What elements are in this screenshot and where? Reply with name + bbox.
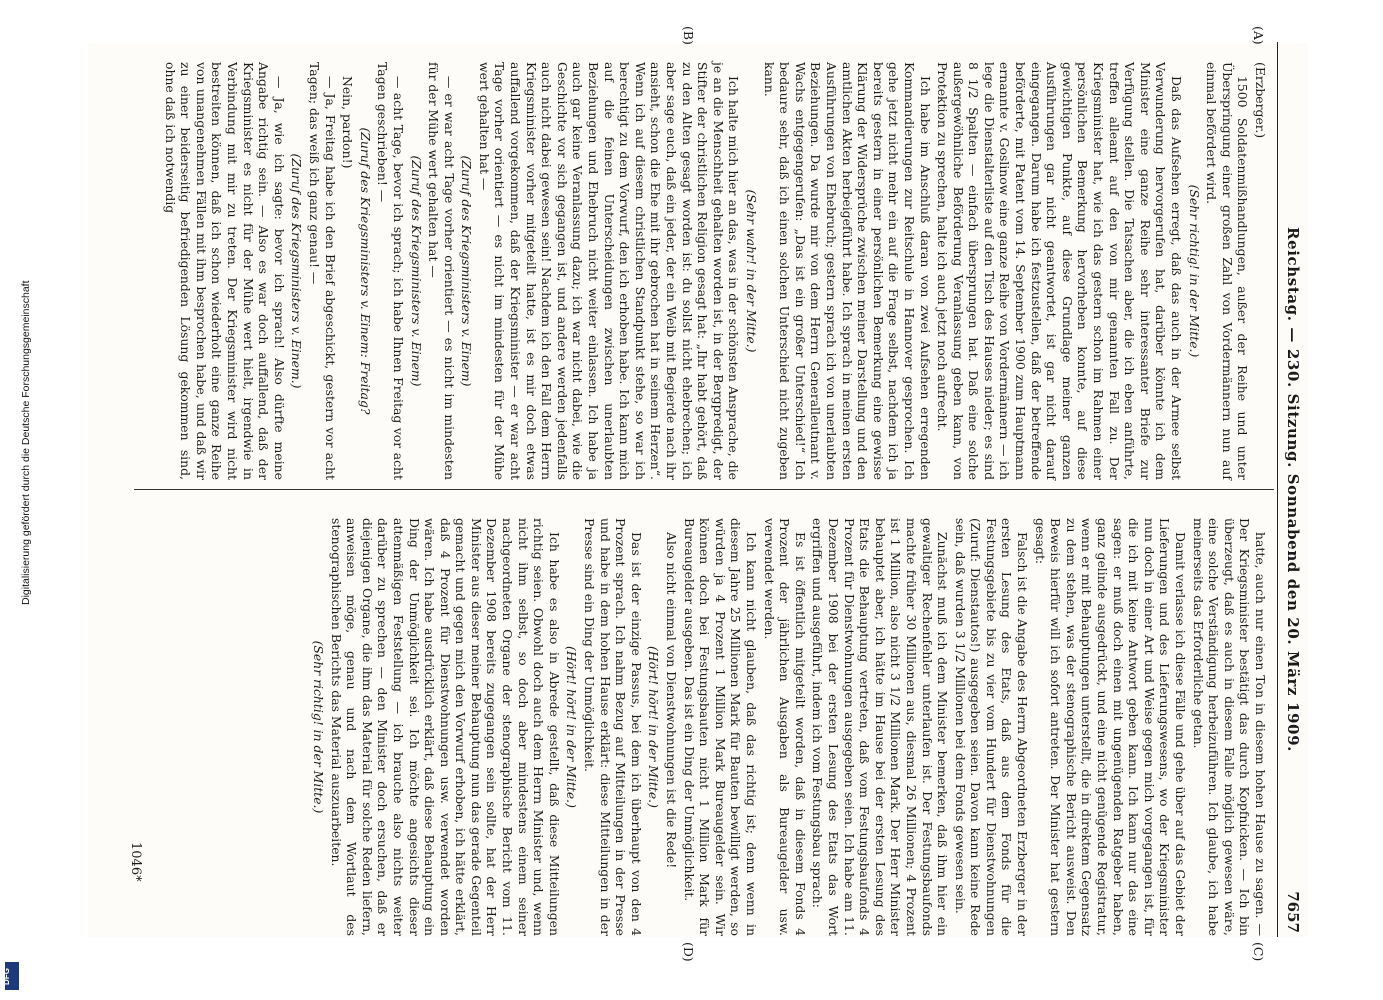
paragraph: Ich halte mich hier an das, was in der schönsten Ansprache, die je an die Menschheit gehalten worden ist, in der Bergpredigt, der Stifter der christlichen Religion gesagt hat: „Ihr habt gehört, daß zu den Alten gesagt worden ist: du sollst nicht ehebrechen; ich aber sage euch, daß ein jeder, der ein Weib mit Begierde nach ihr ansieht, schon die Ehe mit ihr gebrochen hat in seinem Herzen“. Wenn ich auf diesem christlichen Standpunkt stehe, so war ich berechtigt zu dem Vorwurf, den ich erhoben habe. Ich kann mich auf die feinen Unterscheidungen zwischen unerlaubten Beziehungen und Ehebruch nicht weiter einlassen. Ich habe ja auch gar keine Veranlassung dazu; ich war nicht dabei, wie die Geschichte vor sich gegangen ist, und andere werden jedenfalls auch nicht dabei gewesen sein! Nachdem ich den Fall dem Herrn Kriegsminister vorher mitgeteilt hatte, ist es mir doch etwas auffallend vorgekommen, daß der Kriegsminister — er war acht Tage vorher orientiert — es nicht im mindesten für der Mühe wert gehalten hat — [476, 62, 742, 480]
paragraph: (Sehr wahr! in der Mitte.) [744, 189, 759, 353]
right-column [308, 518, 1268, 936]
paragraph: Zunächst muß ich dem Minister bemerken, daß ihm hier ein gewaltiger Rechenfehler unterlaufen ist. Der Festungsbaufonds machte früher 30 Millionen aus, diesmal 26 Millionen; 4 Prozent ist 1 Million, also nicht 3 1/2 Millionen Mark. Der Herr Minister behauptet aber, ich hätte im Hause bei der ersten Lesung des Etats die Behauptung vertreten, daß vom Festungsbaufonds 4 Prozent für Dienstwohnungen ausgegeben seien. Ich habe am 11. Dezember 1908 bei der ersten Lesung des Etats das Wort ergriffen und ausgeführt, indem ich vom Festungsbau sprach: [810, 518, 951, 936]
left-column [160, 62, 1268, 480]
paragraph: Damit verlasse ich diese Fälle und gehe über auf das Gebiet der Lieferungen und des Lieferungswesens, wo der Kriegsminister nun doch in einer Art und Weise gegen mich vorgegangen ist, für die ich mit keine Antwort geben kann. Ich kann nur das eine sagen: er muß doch einen mit ungenügenden Ratgeber haben, ganz gelinde ausgedrückt, und eine nicht genügende Registratur, wenn er mit Behauptungen unterstellt, die in direktem Gegensatz zu dem stehen, was der stenographische Bericht ausweist. Den Beweis hierfür will ich sofort antreten. Der Minister hat gestern gesagt: [1032, 518, 1189, 936]
paragraph: — Ja, wie ich sagte: bevor ich sprach! Also dürfte meine Angabe richtig sein. — Also es war doch auffallend, daß der Kriegsminister es nicht für der Mühe wert hielt, irgendwie in Verbindung mit mir zu treten. Der Kriegsminister wird nicht bestreiten können, daß ich schon wiederholt eine ganze Reihe von unangenehmen Fällen mit ihm besprochen habe, und daß wir zu einer beiderseitig befriedigenden Lösung gekommen sind, ohne daß ich notwendig [162, 62, 287, 480]
paragraph: (Zuruf des Kriegsministers v. Einem) [408, 155, 424, 387]
paragraph: 1500 Soldatenmißhandlungen, außer der Reihe und unter Überspringung einer großen Zahl von Vordermännern nun auf einmal befördert wird. [1204, 62, 1251, 480]
paragraph: (Sehr richtig! in der Mitte.) [310, 640, 326, 814]
credit-text: Digitalisierung gefördert durch die Deutsche Forschungsgemeinschaft [20, 280, 32, 605]
paragraph: (Zuruf des Kriegsministers v. Einem.) [289, 153, 305, 389]
paragraph: (Zuruf des Kriegsministers v. Einem: Freitag? [357, 127, 373, 415]
footer-number: 1046* [128, 842, 143, 882]
paragraph: Ich habe im Anschluß daran von zwei Aufsehen erregenden Kommandierungen zur Reitschule in Hannover gesprochen. Ich gehe jetzt nicht mehr ein auf die Frage selbst, nachdem ich ja bereits gestern in einer persönlichen Bemerkung eine gewisse Klärung der Widersprüche zwischen meiner Darstellung und den amtlichen Akten herbeigeführt habe. Ich sprach in meinen ersten Ausführungen von Ehebruch; gestern sprach ich von unerlaubten Beziehungen. Da wurde mir von dem Herrn Generalleutnant v. Wachs entgegengerufen: „Das ist ein großer Unterschied!“ Ich bedaure sehr, daß ich einen solchen Unterschied nicht zugeben kann. [761, 62, 933, 480]
margin-marker-c: (C) [1251, 942, 1266, 962]
page-number: 7657 [1284, 891, 1302, 933]
page-title: Reichstag. — 230. Sitzung. Sonnabend den 20. März 1909. [1284, 227, 1302, 752]
paragraph: (Erzberger.) [1253, 62, 1268, 139]
margin-marker-d: (D) [681, 942, 696, 962]
paragraph: (Sehr richtig! in der Mitte.) [1186, 184, 1202, 358]
paragraph: Also nicht einmal von Dienstwohnungen ist die Rede! [664, 532, 680, 869]
margin-marker-a: (A) [1251, 26, 1266, 45]
dfg-logo-icon [1, 962, 19, 990]
paragraph: Das ist der einzige Passus, bei dem ich überhaupt von den 4 Prozent sprach. Ich nahm Bezug auf Mitteilungen in der Presse und habe in dem hohen Hause erklärt: diese Mitteilungen in der Presse sind ein Ding der Unmöglichkeit. [582, 518, 644, 936]
page-header [1277, 42, 1308, 937]
column-divider [134, 489, 1274, 490]
paragraph: Nein, pardon!) [340, 76, 356, 169]
paragraph: Falsch ist die Angabe des Herrn Abgeordneten Erzberger in der ersten Lesung des Etats, daß aus dem Fonds für die Festungsgebiete bis zu vier vom Hundert für Dienstwohnungen (Zuruf: Dienstautos!) ausgegeben seien. Davon kann keine Rede sein, daß wurden 3 1/2 Millionen bei dem Fonds gewesen sein. [952, 518, 1031, 936]
paragraph: Ich kann nicht glauben, daß das richtig ist; denn wenn in diesem Jahre 25 Millionen Mark für Bauten bewilligt werden, so würden ja 4 Prozent 1 Million Mark Bureaugelder sein. Wir können doch bei Festungsbauten nicht 1 Million Mark für Bureaugelder ausgeben. Das ist ein Ding der Unmöglichkeit. [681, 518, 759, 936]
paragraph: Ich habe es also in Abrede gestellt, daß diese Mitteilungen richtig seien. Obwohl doch auch dem Herrn Minister und, wenn nicht ihm selbst, so doch aber mindestens einem seiner nachgeordneten Organe der stenographische Bericht vom 11. Dezember 1908 bereits zugegangen sein sollte, hat der Herr Minister aus dieser meiner Behauptung nun das gerade Gegenteil gemacht und gegen mich den Vorwurf erhoben, ich hätte erklärt, daß 4 Prozent für Dienstwohnungen usw. verwendet worden wären. Ich habe ausdrücklich erklärt, daß diese Behauptung ein Ding der Unmöglichkeit sei. Ich möchte angesichts dieser attenmäßigen Feststellung — ich brauche also nichts weiter darüber zu sprechen — den Minister doch ersuchen, daß er diejenigen Organe, die ihm das Material für solche Reden liefern, anweisen möge, genau und nach dem Wortlaut des stenographischen Berichts das Material auszuarbeiten. [328, 518, 562, 936]
paragraph: — acht Tage, bevor ich sprach; ich habe Ihnen Freitag vor acht Tagen geschrieben! — [375, 62, 406, 480]
paragraph: — er war acht Tage vorher orientiert — es nicht im mindesten für der Mühe wert gehalten hat — [426, 62, 457, 480]
paragraph: (Hört! hört! in der Mitte.) [646, 646, 662, 808]
paragraph: — Ja, Freitag habe ich den Brief abgeschickt, gestern vor acht Tagen; das weiß ich ganz genau! — [306, 62, 338, 480]
paragraph: (Hört! hört! in der Mitte.) [564, 646, 580, 808]
paragraph: hatte, auch nur einen Ton in diesem hohen Hause zu sagen. — Der Kriegsminister bestätigt das durch Kopfnicken. — Ich bin überzeugt, daß es auch in diesem Falle möglich gewesen wäre, eine solche Verständigung herbeizuführen. Ich glaube, ich habe meinerseits das Erforderliche getan. [1190, 518, 1268, 936]
paragraph: (Zuruf des Kriegsministers v. Einem) [459, 155, 475, 387]
paragraph: Es ist öffentlich mitgeteilt worden, daß in diesem Fonds 4 Prozent der jährlichen Ausgaben als Bureaugelder usw. verwendet werden. [761, 518, 808, 936]
paragraph: Daß das Aufsehen erregt, daß das auch in der Armee selbst Verwunderung hervorgerufen hat, darüber könnte ich dem Minister eine ganze Reihe sehr interessanter Briefe zur Verfügung stellen. Die Tatsachen aber, die ich eben anführte, treffen alleamt auf den von mir genannten Fall zu. Der Kriegsminister hat, wie ich das gestern schon im Rahmen einer persönlichen Bemerkung hervorheben konnte, auf diese gewichtigen Punkte, auf diese Grundlage meiner ganzen Ausführungen gar nicht geantwortet, ist gar nicht darauf eingegangen. Darum habe ich festzustellen, daß der betreffende beförderte, mit Patent vom 14. September 1900 zum Hauptmann ernannte v. Goslinow eine ganze Reihe von Vordermännern — ich lege die Dienstalterliste auf den Tisch des Hauses nieder; es sind 8 1/2 Spalten — einfach übersprungen hat. Daß eine solche außergewöhnliche Beförderung Veranlassung geben kann, von Protektion zu sprechen, halte ich auch jetzt noch aufrecht. [935, 62, 1185, 480]
margin-marker-b: (B) [681, 26, 696, 45]
dfg-logo-text: DFG [1, 968, 11, 985]
scanned-page [88, 26, 1308, 962]
digitization-credit [0, 0, 32, 1000]
